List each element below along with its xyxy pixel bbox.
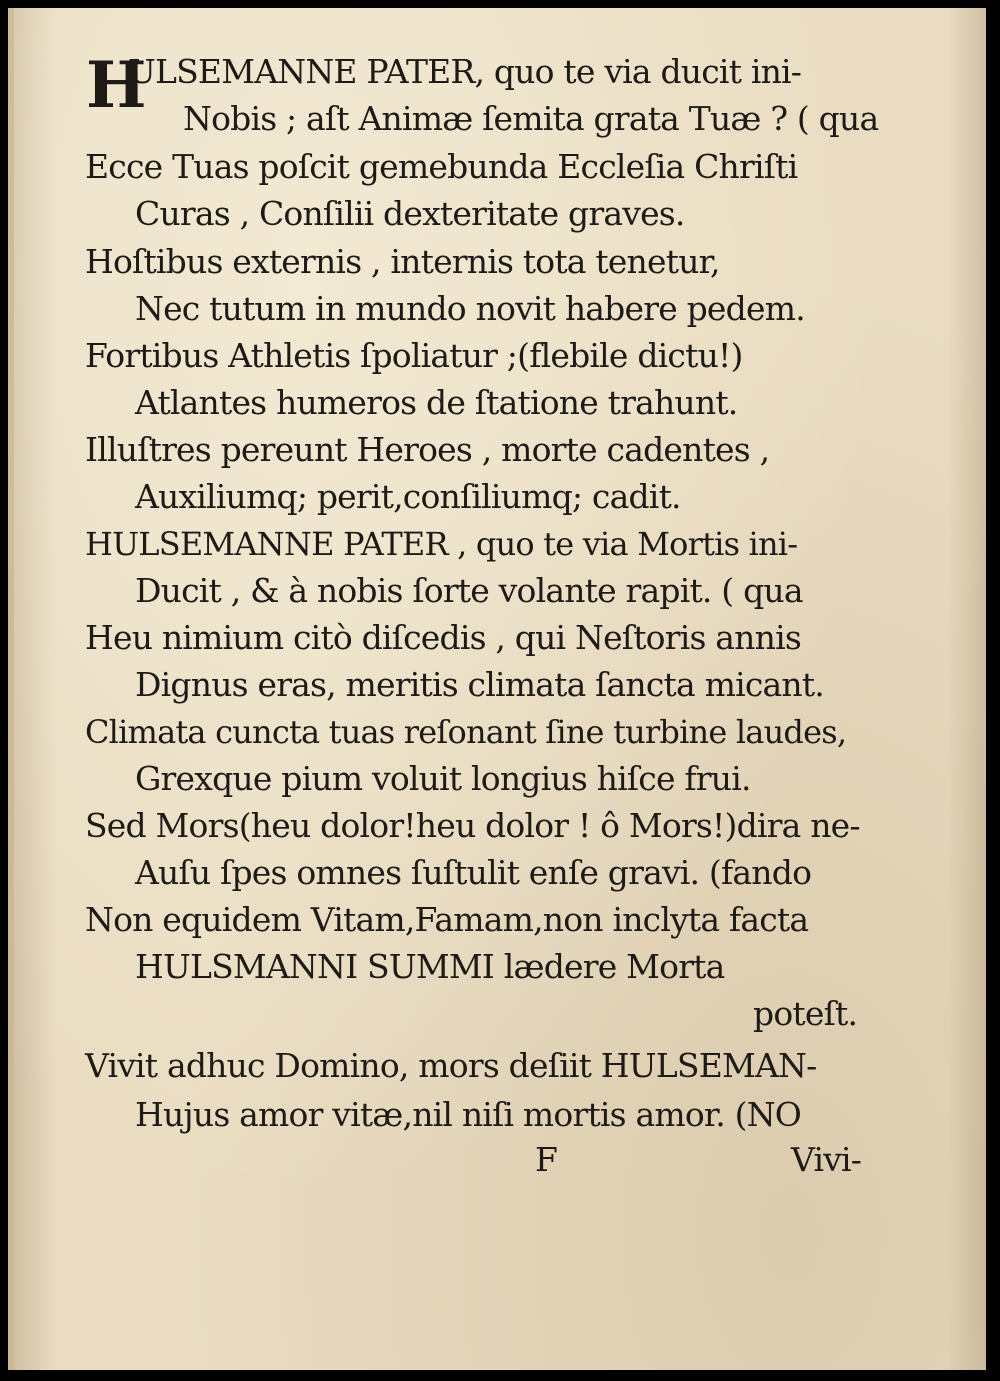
verse-line-2: Nobis ; aſt Animæ ſemita grata Tuæ ? ( qua bbox=[183, 99, 879, 138]
verse-line-4: Curas , Conſilii dexteritate graves. bbox=[135, 194, 685, 233]
drop-cap: H bbox=[86, 48, 147, 123]
verse-line-3: Ecce Tuas poſcit gemebunda Eccleſia Chriſti bbox=[85, 147, 798, 186]
verse-line-7: Fortibus Athletis ſpoliatur ;(flebile dictu!) bbox=[85, 336, 743, 375]
verse-line-1: ULSEMANNE PATER, quo te via ducit ini- bbox=[128, 52, 802, 91]
signature-mark: F bbox=[535, 1140, 558, 1179]
verse-line-22: Vivit adhuc Domino, mors deſiit HULSEMAN- bbox=[85, 1046, 817, 1085]
verse-line-12: Ducit , & à nobis ſorte volante rapit. ( qua bbox=[135, 571, 803, 610]
verse-line-15: Climata cuncta tuas reſonant ſine turbine laudes, bbox=[85, 713, 847, 751]
verse-line-21: poteſt. bbox=[753, 994, 858, 1033]
catchword: Vivi- bbox=[791, 1140, 862, 1179]
verse-line-5: Hoſtibus externis , internis tota tenetur, bbox=[85, 242, 720, 281]
verse-line-16: Grexque pium voluit longius hiſce frui. bbox=[135, 759, 751, 798]
verse-line-9: Illuſtres pereunt Heroes , morte cadentes , bbox=[85, 430, 770, 469]
verse-line-20: HULSMANNI SUMMI lædere Morta bbox=[135, 947, 725, 986]
verse-line-6: Nec tutum in mundo novit habere pedem. bbox=[135, 289, 805, 328]
verse-line-14: Dignus eras, meritis climata ſancta micant. bbox=[135, 665, 824, 704]
verse-line-13: Heu nimium citò diſcedis , qui Neſtoris annis bbox=[85, 618, 801, 657]
verse-line-17: Sed Mors(heu dolor!heu dolor ! ô Mors!)dira ne- bbox=[85, 806, 860, 845]
verse-line-8: Atlantes humeros de ſtatione trahunt. bbox=[135, 383, 738, 422]
verse-line-19: Non equidem Vitam,Famam,non inclyta facta bbox=[85, 900, 809, 939]
verse-line-18: Auſu ſpes omnes ſuſtulit enſe gravi. (fando bbox=[135, 853, 812, 892]
book-page bbox=[8, 8, 986, 1370]
verse-line-11: HULSEMANNE PATER , quo te via Mortis ini- bbox=[85, 525, 798, 563]
verse-line-10: Auxiliumq; perit,conſiliumq; cadit. bbox=[135, 477, 681, 516]
verse-line-23: Hujus amor vitæ,nil niſi mortis amor. (NO bbox=[135, 1095, 802, 1134]
